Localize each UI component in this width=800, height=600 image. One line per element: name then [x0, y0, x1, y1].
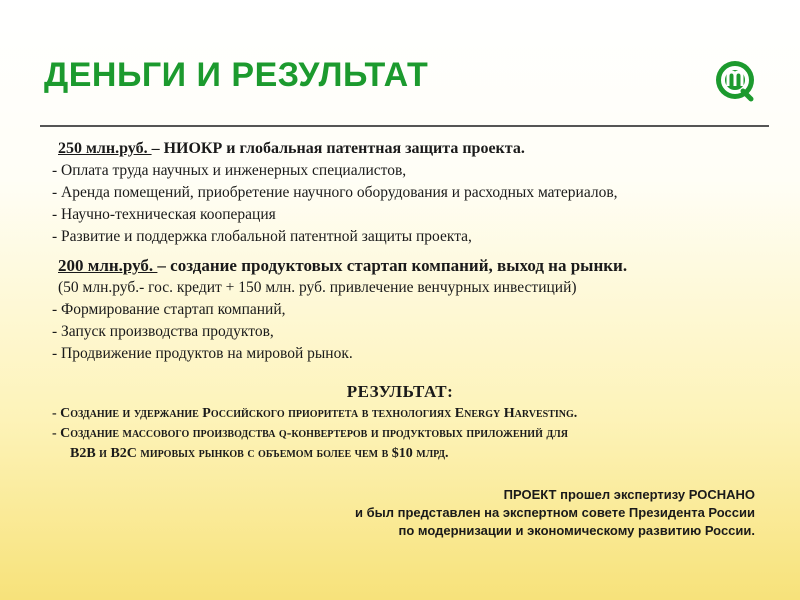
- result-item: B2B и B2C мировых рынков с объемом более чем в $10 млрд.: [70, 446, 449, 461]
- project-note-line: и был представлен на экспертном совете Президента России: [355, 505, 755, 520]
- funding-block-1: [52, 137, 772, 248]
- funding-block-2: [52, 254, 772, 365]
- result-title: РЕЗУЛЬТАТ:: [346, 382, 454, 401]
- result-item: - Создание массового производства q-конвертеров и продуктовых приложений для: [52, 426, 568, 441]
- funding-amount-2: 200 млн.руб.: [58, 256, 158, 275]
- project-note-line: ПРОЕКТ прошел экспертизу РОСНАНО: [503, 487, 755, 502]
- funding-item: - Формирование стартап компаний,: [52, 301, 286, 318]
- funding-item: - Запуск производства продуктов,: [52, 323, 274, 340]
- funding-heading-1: [52, 137, 772, 160]
- funding-item: - Продвижение продуктов на мировой рынок.: [52, 345, 353, 362]
- funding-amount-1: 250 млн.руб.: [58, 140, 152, 157]
- funding-purpose-2: – создание продуктовых стартап компаний, выход на рынки.: [157, 256, 628, 275]
- funding-item: - Научно-техническая кооперация: [52, 206, 276, 223]
- funding-item: - Аренда помещений, приобретение научного оборудования и расходных материалов,: [52, 184, 618, 201]
- project-note-line: по модернизации и экономическому развитию России.: [398, 523, 755, 538]
- result-item: - Создание и удержание Российского приоритета в технологиях Energy Harvesting.: [52, 406, 578, 421]
- funding-item: - Оплата труда научных и инженерных специалистов,: [52, 162, 407, 179]
- funding-purpose-1: – НИОКР и глобальная патентная защита проекта.: [151, 140, 525, 157]
- funding-heading-2: [52, 254, 772, 277]
- project-note: [255, 486, 755, 540]
- title-divider: [40, 125, 769, 127]
- funding-item: - Развитие и поддержка глобальной патентной защиты проекта,: [52, 228, 472, 245]
- page-title: ДЕНЬГИ И РЕЗУЛЬТАТ: [44, 56, 429, 94]
- funding-note: (50 млн.руб.- гос. кредит + 150 млн. руб. привлечение венчурных инвестиций): [58, 279, 577, 296]
- q-logo-icon: [713, 58, 757, 102]
